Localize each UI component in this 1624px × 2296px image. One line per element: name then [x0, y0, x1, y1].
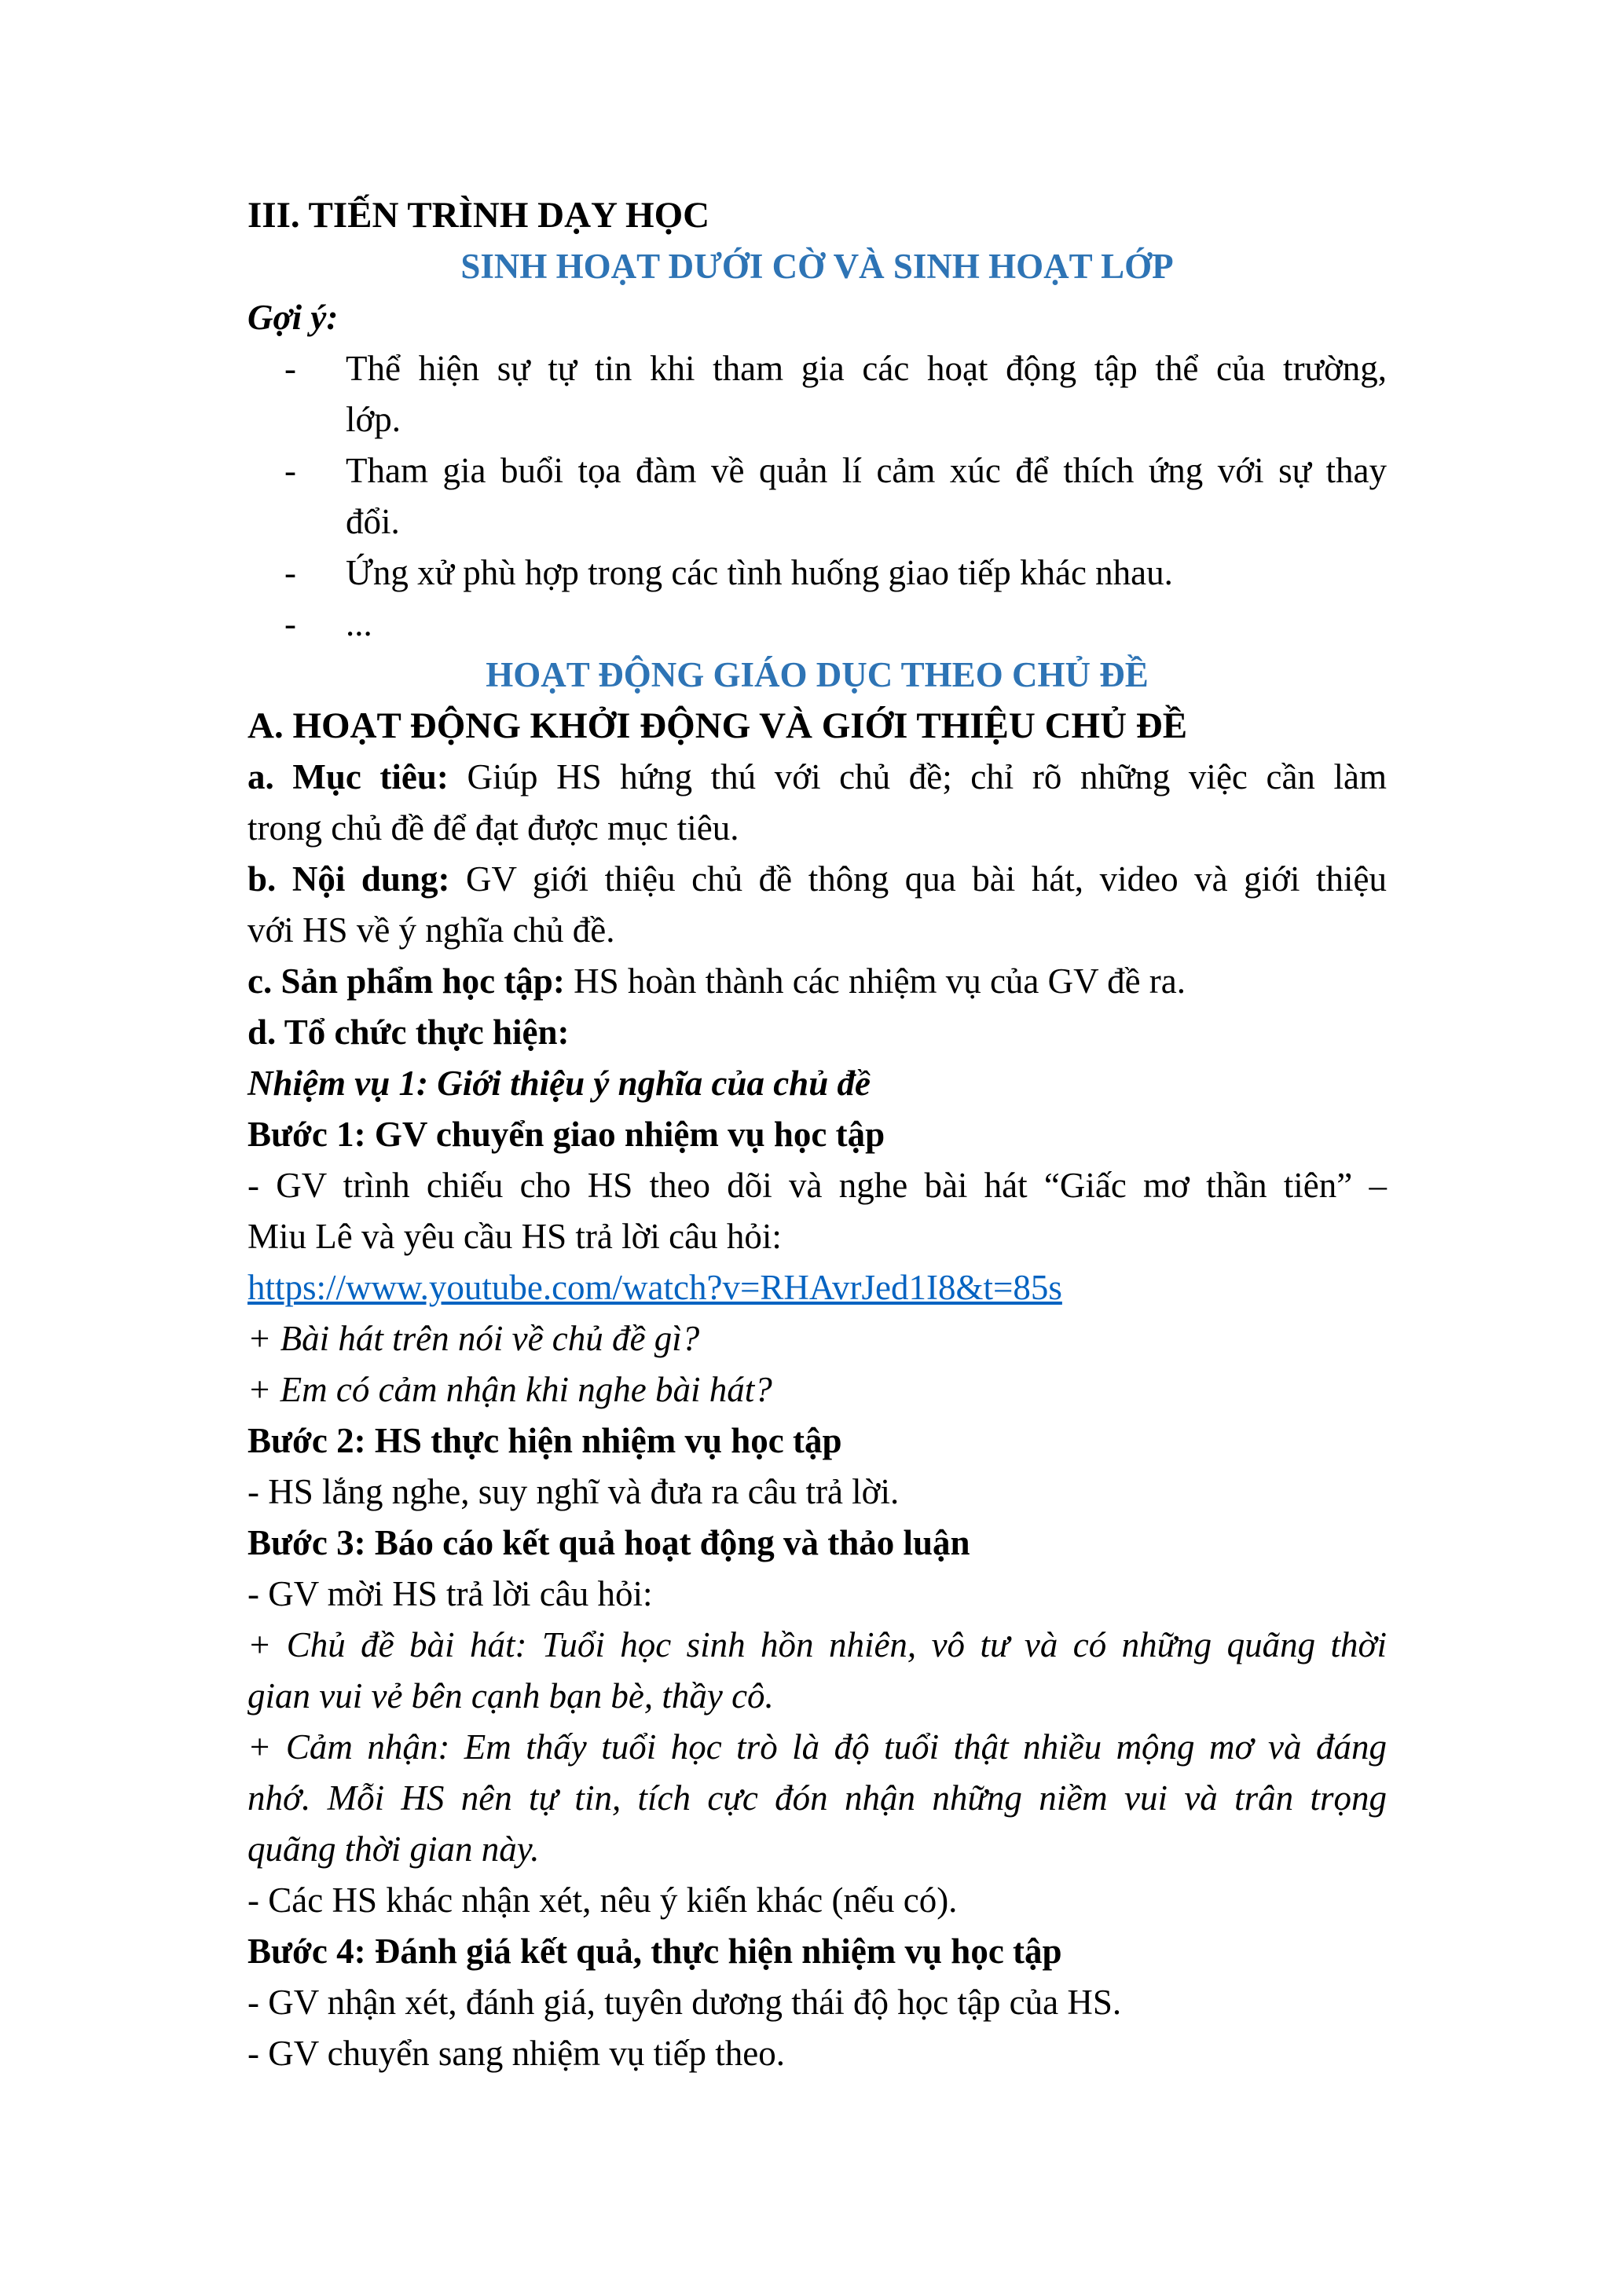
buoc-1-question-2: + Em có cảm nhận khi nghe bài hát? — [247, 1370, 772, 1409]
bullet-text: Ứng xử phù hợp trong các tình huống giao tiếp khác nhau. — [346, 553, 1173, 592]
buoc-4-line1: - GV nhận xét, đánh giá, tuyên dương thái độ học tập của HS. — [247, 1983, 1122, 2022]
bullet-dash: - — [284, 553, 296, 592]
buoc-1-question-1: + Bài hát trên nói về chủ đề gì? — [247, 1319, 700, 1358]
document-body — [247, 190, 1387, 2079]
bullet-dash: - — [284, 604, 296, 643]
bullet-item — [247, 343, 1387, 394]
san-pham-text: HS hoàn thành các nhiệm vụ của GV đề ra. — [564, 961, 1186, 1001]
bullet-dash: - — [284, 349, 296, 388]
noi-dung-line2: với HS về ý nghĩa chủ đề. — [247, 910, 615, 950]
muc-tieu-line2: trong chủ đề để đạt được mục tiêu. — [247, 808, 739, 848]
noi-dung-label: b. Nội dung: — [247, 859, 450, 899]
youtube-link[interactable]: https://www.youtube.com/watch?v=RHAvrJed1I8&t=85s — [247, 1268, 1062, 1307]
bullet-item — [247, 599, 1387, 650]
youtube-link-line — [247, 1262, 1387, 1313]
bullet-item — [247, 445, 1387, 496]
buoc-3-line1: - GV mời HS trả lời câu hỏi: — [247, 1574, 653, 1613]
buoc-3-answer-2-line2: nhớ. Mỗi HS nên tự tin, tích cực đón nhận những niềm vui và trân trọng — [247, 1778, 1387, 1818]
bullet-dash: - — [284, 451, 296, 490]
san-pham-label: c. Sản phẩm học tập: — [247, 961, 565, 1001]
buoc-4-title: Bước 4: Đánh giá kết quả, thực hiện nhiệm vụ học tập — [247, 1932, 1062, 1971]
buoc-3-title: Bước 3: Báo cáo kết quả hoạt động và thảo luận — [247, 1523, 970, 1562]
nhiem-vu-1-title: Nhiệm vụ 1: Giới thiệu ý nghĩa của chủ đề — [247, 1064, 871, 1103]
bullet-continuation: đổi. — [346, 502, 400, 541]
muc-tieu-line1 — [247, 752, 1387, 803]
san-pham-line — [247, 956, 1387, 1007]
section-title: III. TIẾN TRÌNH DẠY HỌC — [247, 195, 710, 236]
buoc-1-line1: - GV trình chiếu cho HS theo dõi và nghe bài hát “Giấc mơ thần tiên” – — [247, 1166, 1387, 1205]
hint-label: Gợi ý: — [247, 298, 339, 337]
buoc-3-answer-1-line2: gian vui vẻ bên cạnh bạn bè, thầy cô. — [247, 1676, 774, 1716]
buoc-3-answer-1-line1: + Chủ đề bài hát: Tuổi học sinh hồn nhiên, vô tư và có những quãng thời — [247, 1625, 1387, 1664]
heading-hoat-dong: HOẠT ĐỘNG GIÁO DỤC THEO CHỦ ĐỀ — [486, 655, 1149, 694]
heading-sinh-hoat: SINH HOẠT DƯỚI CỜ VÀ SINH HOẠT LỚP — [460, 247, 1174, 286]
bullet-item — [247, 547, 1387, 599]
bullet-text: Tham gia buổi tọa đàm về quản lí cảm xúc để thích ứng với sự thay — [346, 451, 1387, 490]
noi-dung-text: GV giới thiệu chủ đề thông qua bài hát, video và giới thiệu — [449, 859, 1388, 899]
buoc-1-line2: Miu Lê và yêu cầu HS trả lời câu hỏi: — [247, 1217, 782, 1256]
buoc-2-title: Bước 2: HS thực hiện nhiệm vụ học tập — [247, 1421, 842, 1460]
noi-dung-line1 — [247, 854, 1387, 905]
bullet-text: ... — [346, 604, 372, 643]
to-chuc-label: d. Tổ chức thực hiện: — [247, 1013, 570, 1052]
part-a-title: A. HOẠT ĐỘNG KHỞI ĐỘNG VÀ GIỚI THIỆU CHỦ ĐỀ — [247, 705, 1188, 746]
buoc-4-line2: - GV chuyển sang nhiệm vụ tiếp theo. — [247, 2034, 786, 2073]
buoc-3-answer-2-line1: + Cảm nhận: Em thấy tuổi học trò là độ tuổi thật nhiều mộng mơ và đáng — [247, 1727, 1387, 1767]
buoc-2-line1: - HS lắng nghe, suy nghĩ và đưa ra câu trả lời. — [247, 1472, 900, 1511]
muc-tieu-text: Giúp HS hứng thú với chủ đề; chỉ rõ những việc cần làm — [448, 757, 1387, 796]
bullet-text: Thể hiện sự tự tin khi tham gia các hoạt động tập thể của trường, — [346, 349, 1387, 388]
buoc-3-answer-2-line3: quãng thời gian này. — [247, 1829, 540, 1869]
bullet-continuation: lớp. — [346, 400, 401, 439]
buoc-1-title: Bước 1: GV chuyển giao nhiệm vụ học tập — [247, 1115, 885, 1154]
muc-tieu-label: a. Mục tiêu: — [247, 757, 449, 796]
buoc-3-line-last: - Các HS khác nhận xét, nêu ý kiến khác (nếu có). — [247, 1880, 958, 1920]
